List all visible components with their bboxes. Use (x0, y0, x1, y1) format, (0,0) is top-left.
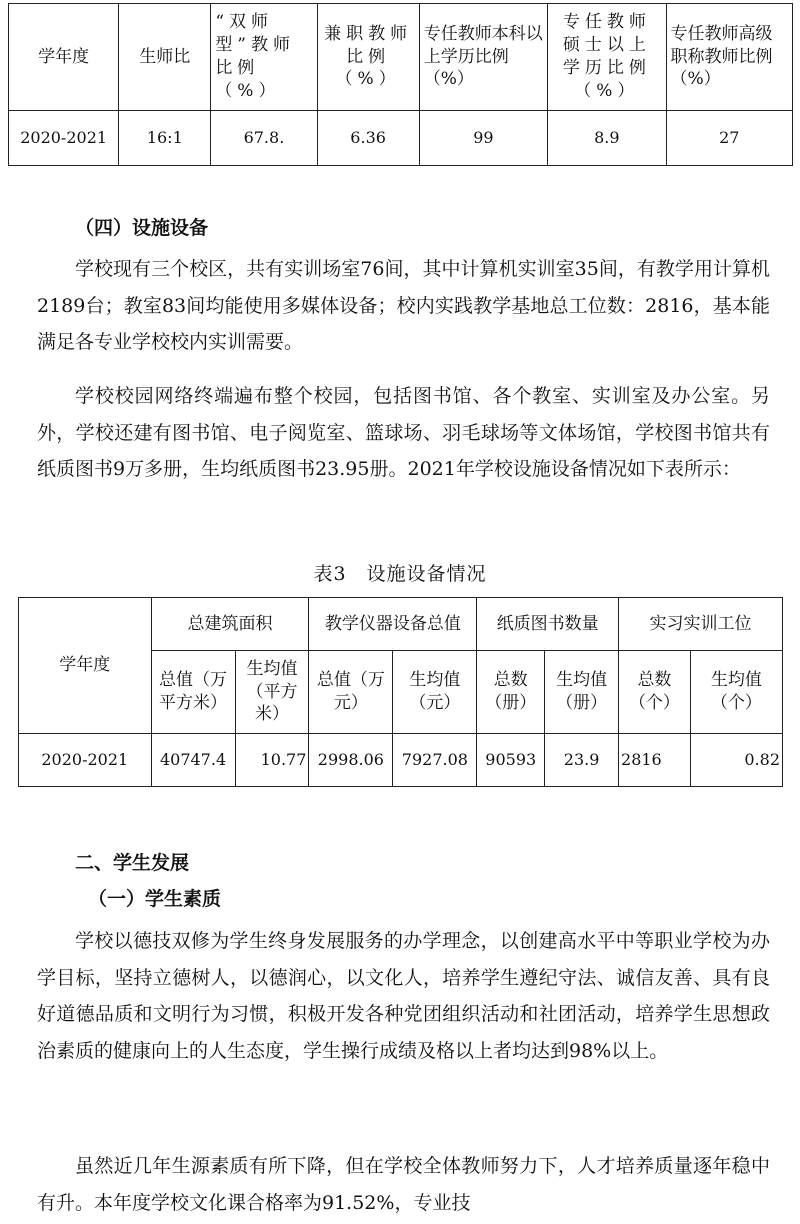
paragraph-student-quality-2: 虽然近几年生源素质有所下降，但在学校全体教师努力下，人才培养质量逐年稳中有升。本年度学校文化课合格率为91.52%，专业技 (37, 1155, 770, 1214)
section-heading-student-quality: （一）学生素质 (88, 888, 222, 910)
facilities-table (18, 597, 783, 787)
col-header-parttime: 兼职教师比例（%） (317, 4, 419, 111)
subheader-workstations-total: 总数（个） (619, 651, 691, 734)
cell-dual: 67.8. (211, 111, 317, 166)
subheader-area-avg: 生均值（平方米） (235, 651, 309, 734)
teacher-stats-table (8, 3, 793, 166)
cell-area-avg: 10.77 (235, 734, 309, 787)
col-header-year: 学年度 (19, 598, 152, 734)
cell-books-total: 90593 (477, 734, 545, 787)
subheader-equipment-avg: 生均值（元） (393, 651, 477, 734)
group-header-area: 总建筑面积 (151, 598, 309, 651)
subheader-books-avg: 生均值（册） (545, 651, 619, 734)
section-heading-facilities: （四）设施设备 (75, 217, 209, 239)
cell-ratio: 16:1 (119, 111, 211, 166)
cell-equipment-avg: 7927.08 (393, 734, 477, 787)
col-header-year: 学年度 (9, 4, 119, 111)
col-header-bachelor: 专任教师本科以上学历比例（%） (419, 4, 547, 111)
table-caption: 表3 设施设备情况 (313, 563, 487, 585)
paragraph-student-quality-1: 学校以德技双修为学生终身发展服务的办学理念，以创建高水平中等职业学校为办学目标，坚持立德树人，以德润心，以文化人，培养学生遵纪守法、诚信友善、具有良好道德品质和文明行为习惯，积极开发各种党团组织活动和社团活动，培养学生思想政治素质的健康向上的人生态度，学生操行成绩及格以上者均达到98%以上。 (37, 930, 770, 1062)
subheader-equipment-total: 总值（万元） (309, 651, 393, 734)
cell-master: 8.9 (548, 111, 666, 166)
cell-equipment-total: 2998.06 (309, 734, 393, 787)
subheader-books-total: 总数（册） (477, 651, 545, 734)
cell-area-total: 40747.4 (151, 734, 235, 787)
cell-workstations-avg: 0.82 (690, 734, 782, 787)
chapter-heading-student-development: 二、学生发展 (75, 852, 190, 874)
cell-workstations-total: 2816 (619, 734, 691, 787)
group-header-workstations: 实习实训工位 (619, 598, 783, 651)
group-header-books: 纸质图书数量 (477, 598, 619, 651)
cell-year: 2020-2021 (9, 111, 119, 166)
paragraph-facilities-1: 学校现有三个校区，共有实训场室76间，其中计算机实训室35间，有教学用计算机2189台；教室83间均能使用多媒体设备；校内实践教学基地总工位数：2816，基本能满足各专业学校校内实训需要。 (37, 258, 770, 353)
cell-bachelor: 99 (419, 111, 547, 166)
col-header-master: 专任教师硕士以上学历比例（%） (548, 4, 666, 111)
col-header-ratio: 生师比 (119, 4, 211, 111)
paragraph-facilities-2: 学校校园网络终端遍布整个校园，包括图书馆、各个教室、实训室及办公室。另外，学校还建有图书馆、电子阅览室、篮球场、羽毛球场等文体场馆，学校图书馆共有纸质图书9万多册，生均纸质图书23.95册。2021年学校设施设备情况如下表所示： (37, 385, 770, 480)
col-header-dual: “双师型”教师比例（%） (211, 4, 317, 111)
cell-year: 2020-2021 (19, 734, 152, 787)
subheader-workstations-avg: 生均值（个） (690, 651, 782, 734)
cell-parttime: 6.36 (317, 111, 419, 166)
cell-books-avg: 23.9 (545, 734, 619, 787)
subheader-area-total: 总值（万平方米） (151, 651, 235, 734)
cell-senior: 27 (666, 111, 792, 166)
col-header-senior: 专任教师高级职称教师比例（%） (666, 4, 792, 111)
group-header-equipment: 教学仪器设备总值 (309, 598, 477, 651)
